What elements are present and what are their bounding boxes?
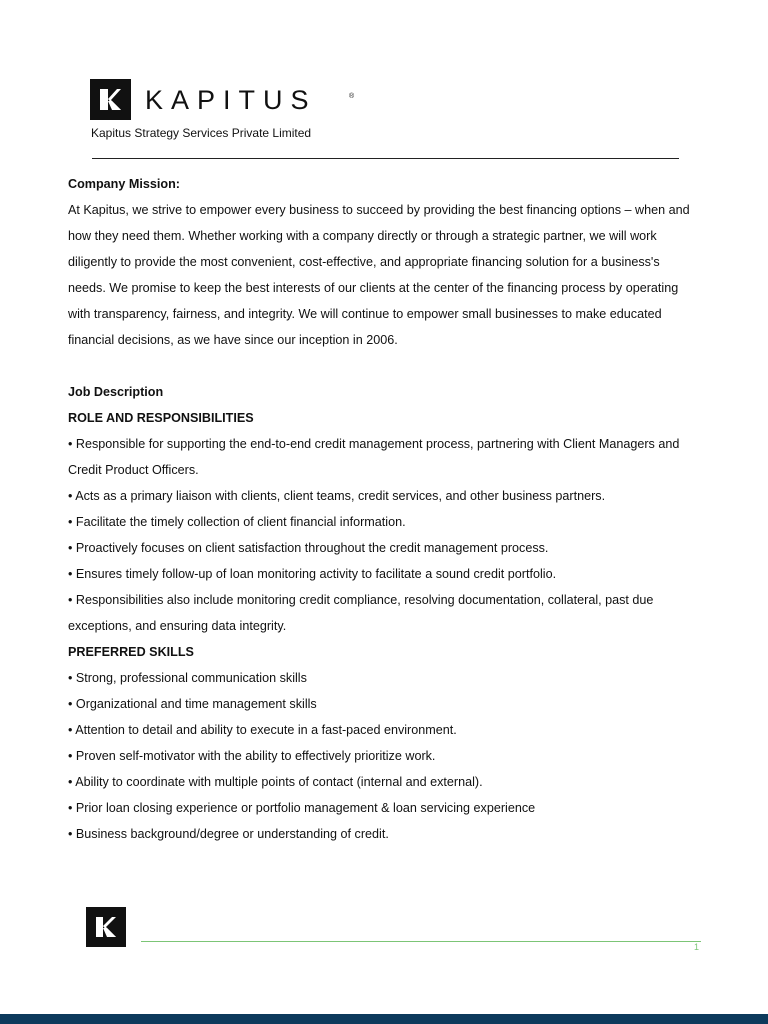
roles-line: exceptions, and ensuring data integrity. [68, 619, 287, 633]
footer-logo-icon [86, 907, 126, 947]
mission-line: diligently to provide the most convenient, cost-effective, and appropriate financing solution for a business's [68, 255, 660, 269]
roles-line: • Responsible for supporting the end-to-end credit management process, partnering with Client Managers and [68, 437, 680, 451]
skills-heading: PREFERRED SKILLS [68, 645, 194, 659]
roles-line: Credit Product Officers. [68, 463, 199, 477]
skills-line: • Proven self-motivator with the ability to effectively prioritize work. [68, 749, 436, 763]
skills-line: • Prior loan closing experience or portfolio management & loan servicing experience [68, 801, 536, 815]
logo-wordmark: KAPITUS [145, 85, 317, 115]
mission-heading: Company Mission: [68, 177, 180, 191]
mission-line: with transparency, fairness, and integrity. We will continue to empower small businesses to make educated [68, 307, 662, 321]
skills-line: • Ability to coordinate with multiple points of contact (internal and external). [68, 775, 483, 789]
job-description-heading: Job Description [68, 385, 164, 399]
skills-line: • Organizational and time management skills [68, 697, 317, 711]
mission-line: how they need them. Whether working with a company directly or through a strategic partner, we will work [68, 229, 657, 243]
skills-line: • Strong, professional communication skills [68, 671, 307, 685]
mission-line: financial decisions, as we have since our inception in 2006. [68, 333, 398, 347]
registered-mark: ® [349, 93, 355, 100]
document-body [68, 171, 708, 847]
roles-line: • Ensures timely follow-up of loan monitoring activity to facilitate a sound credit portfolio. [68, 567, 557, 581]
header-logo [90, 79, 317, 120]
mission-line: At Kapitus, we strive to empower every business to succeed by providing the best financing options – when and [68, 203, 690, 217]
roles-line: • Proactively focuses on client satisfaction throughout the credit management process. [68, 541, 549, 555]
skills-line: • Attention to detail and ability to execute in a fast-paced environment. [68, 723, 457, 737]
mission-line: needs. We promise to keep the best interests of our clients at the center of the financing process by operating [68, 281, 679, 295]
roles-line: • Acts as a primary liaison with clients, client teams, credit services, and other business partners. [68, 489, 606, 503]
section-spacer [68, 353, 708, 379]
page-number: 1 [694, 942, 700, 952]
roles-heading: ROLE AND RESPONSIBILITIES [68, 411, 254, 425]
kapitus-logo-icon [90, 79, 131, 120]
company-name: Kapitus Strategy Services Private Limited [91, 126, 312, 140]
skills-line: • Business background/degree or understanding of credit. [68, 827, 389, 841]
roles-line: • Responsibilities also include monitoring credit compliance, resolving documentation, collateral, past due [68, 593, 654, 607]
footer-divider [141, 941, 701, 942]
bottom-color-bar [0, 1014, 768, 1024]
roles-line: • Facilitate the timely collection of client financial information. [68, 515, 406, 529]
header-divider [92, 158, 679, 159]
